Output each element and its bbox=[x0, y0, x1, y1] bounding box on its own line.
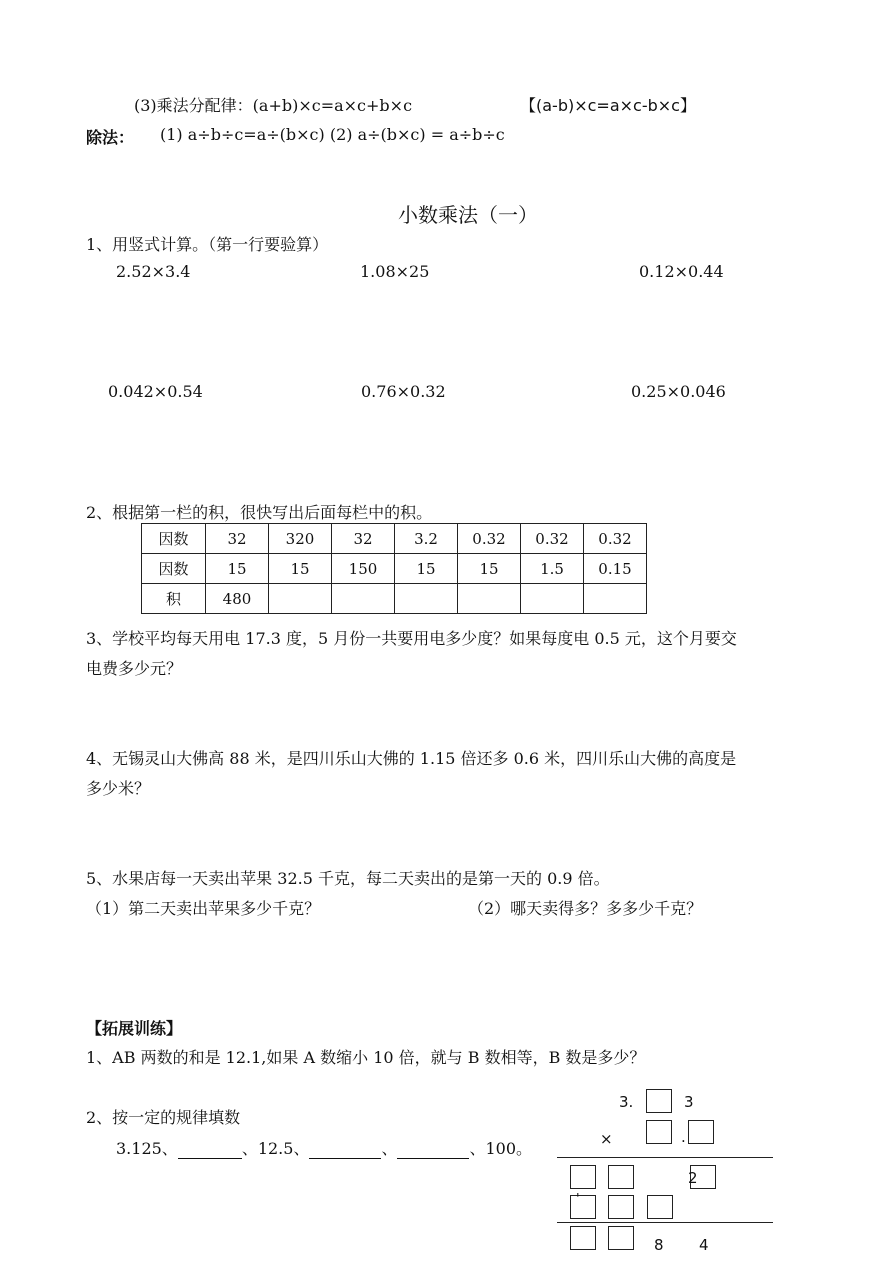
table-cell: 0.15 bbox=[584, 554, 647, 584]
q1-item: 0.76×0.32 bbox=[361, 382, 446, 401]
table-cell: 32 bbox=[206, 524, 269, 554]
table-cell: 480 bbox=[206, 584, 269, 614]
q1-item: 0.25×0.046 bbox=[631, 382, 726, 401]
sequence-term: 、100。 bbox=[469, 1139, 533, 1158]
table-row bbox=[142, 584, 647, 614]
extension-q1: 1、AB 两数的和是 12.1,如果 A 数缩小 10 倍，就与 B 数相等，B 数是多少？ bbox=[86, 1048, 646, 1067]
puzzle-box[interactable] bbox=[688, 1120, 714, 1144]
table-cell: 3.2 bbox=[395, 524, 458, 554]
table-cell: 0.32 bbox=[521, 524, 584, 554]
puzzle-mark: ' bbox=[576, 1192, 580, 1207]
q5-line1: 5、水果店每一天卖出苹果 32.5 千克，每二天卖出的是第一天的 0.9 倍。 bbox=[86, 869, 610, 888]
q3-line2: 电费多少元？ bbox=[86, 659, 183, 678]
answer-cell[interactable] bbox=[584, 584, 647, 614]
puzzle-digit: 3. bbox=[619, 1093, 634, 1111]
blank-field[interactable] bbox=[397, 1142, 469, 1159]
puzzle-digit: 3 bbox=[684, 1093, 694, 1111]
puzzle-digit: 2 bbox=[688, 1169, 698, 1187]
sequence-term: 3.125、 bbox=[116, 1139, 178, 1158]
extension-q2: 2、按一定的规律填数 bbox=[86, 1108, 241, 1127]
row-label: 积 bbox=[142, 584, 206, 614]
table-cell: 15 bbox=[458, 554, 521, 584]
puzzle-box[interactable] bbox=[608, 1165, 634, 1189]
division-label: 除法： bbox=[86, 128, 135, 147]
q1-item: 0.042×0.54 bbox=[108, 382, 203, 401]
q1-item: 0.12×0.44 bbox=[639, 262, 724, 281]
answer-cell[interactable] bbox=[332, 584, 395, 614]
puzzle-box[interactable] bbox=[646, 1120, 672, 1144]
q5-sub2: （2）哪天卖得多？多多少千克？ bbox=[468, 899, 703, 918]
division-rules: (1) a÷b÷c=a÷(b×c) (2) a÷(b×c) = a÷b÷c bbox=[160, 125, 505, 144]
table-row bbox=[142, 554, 647, 584]
divider-line bbox=[557, 1222, 773, 1223]
puzzle-box[interactable] bbox=[570, 1165, 596, 1189]
sequence-term: 、12.5、 bbox=[241, 1139, 310, 1158]
q4-line2: 多少米？ bbox=[86, 779, 151, 798]
table-cell: 1.5 bbox=[521, 554, 584, 584]
table-cell: 0.32 bbox=[584, 524, 647, 554]
q3-line1: 3、学校平均每天用电 17.3 度，5 月份一共要用电多少度？如果每度电 0.5 元，这个月要交 bbox=[86, 629, 737, 648]
product-table bbox=[141, 523, 647, 614]
table-cell: 15 bbox=[395, 554, 458, 584]
table-cell: 32 bbox=[332, 524, 395, 554]
answer-cell[interactable] bbox=[458, 584, 521, 614]
distributive-rule: (3)乘法分配律：(a+b)×c=a×c+b×c bbox=[134, 96, 413, 115]
table-cell: 15 bbox=[269, 554, 332, 584]
q4-line1: 4、无锡灵山大佛高 88 米，是四川乐山大佛的 1.15 倍还多 0.6 米，四川乐山大佛的高度是 bbox=[86, 749, 737, 768]
puzzle-digit: 8 bbox=[654, 1236, 664, 1254]
answer-cell[interactable] bbox=[395, 584, 458, 614]
section-title: 小数乘法（一） bbox=[398, 203, 538, 227]
puzzle-digit: 4 bbox=[699, 1236, 709, 1254]
sequence bbox=[116, 1136, 532, 1159]
puzzle-box[interactable] bbox=[608, 1226, 634, 1250]
puzzle-box[interactable] bbox=[646, 1089, 672, 1113]
blank-field[interactable] bbox=[178, 1142, 242, 1159]
puzzle-box[interactable] bbox=[570, 1226, 596, 1250]
table-cell: 320 bbox=[269, 524, 332, 554]
table-row bbox=[142, 524, 647, 554]
q1-prompt: 1、用竖式计算。（第一行要验算） bbox=[86, 235, 329, 254]
answer-cell[interactable] bbox=[269, 584, 332, 614]
table-cell: 0.32 bbox=[458, 524, 521, 554]
q1-item: 2.52×3.4 bbox=[116, 262, 191, 281]
puzzle-box[interactable] bbox=[608, 1195, 634, 1219]
q5-sub1: （1）第二天卖出苹果多少千克？ bbox=[86, 899, 321, 918]
table-cell: 15 bbox=[206, 554, 269, 584]
times-symbol: × bbox=[600, 1130, 613, 1148]
decimal-point: . bbox=[681, 1128, 686, 1146]
puzzle-box[interactable] bbox=[570, 1195, 596, 1219]
row-label: 因数 bbox=[142, 554, 206, 584]
extension-title: 【拓展训练】 bbox=[86, 1019, 183, 1038]
puzzle-box[interactable] bbox=[647, 1195, 673, 1219]
distributive-sub-rule: 【(a-b)×c=a×c-b×c】 bbox=[520, 96, 696, 115]
row-label: 因数 bbox=[142, 524, 206, 554]
q2-prompt: 2、根据第一栏的积，很快写出后面每栏中的积。 bbox=[86, 503, 433, 522]
answer-cell[interactable] bbox=[521, 584, 584, 614]
blank-field[interactable] bbox=[309, 1142, 381, 1159]
divider-line bbox=[557, 1157, 773, 1158]
table-cell: 150 bbox=[332, 554, 395, 584]
sequence-term: 、 bbox=[381, 1139, 398, 1158]
q1-item: 1.08×25 bbox=[360, 262, 430, 281]
